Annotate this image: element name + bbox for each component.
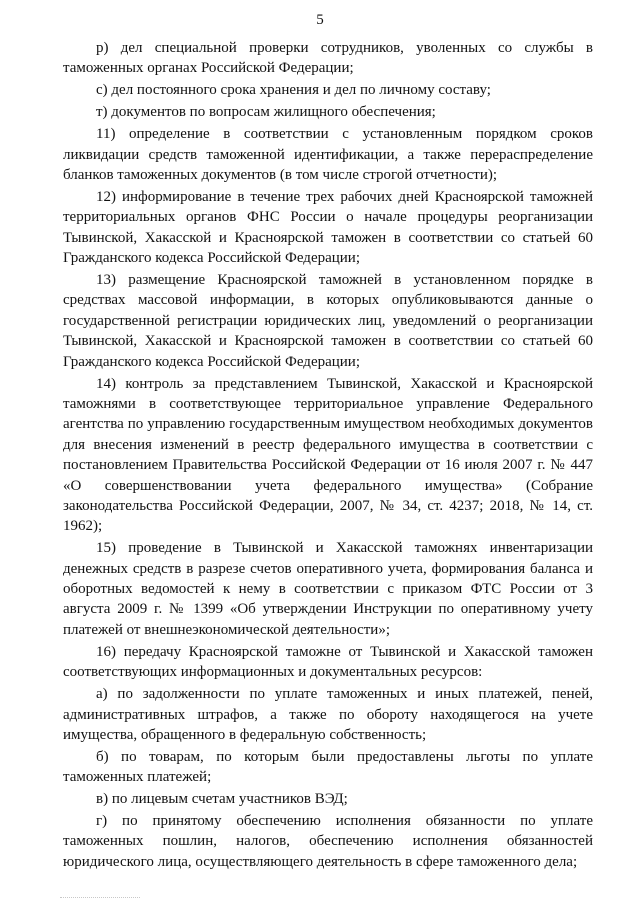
paragraph-16b: б) по товарам, по которым были предоставлены льготы по уплате таможенных платежей; <box>63 748 593 786</box>
paragraph-15: 15) проведение в Тывинской и Хакасской таможнях инвентаризации денежных средств в разрезе счетов оперативного учета, формирования баланса и оборотных ведомостей к нему в соответствии с приказом ФТС России от 3 августа 2009 г. № 1399 «Об утверждении Инструкции по оперативному учету платежей от внешнеэкономической деятельности»; <box>63 540 593 638</box>
paragraph-16g: г) по принятому обеспечению исполнения обязанности по уплате таможенных пошлин, налогов, обеспечению исполнения обязанностей юридического лица, осуществляющего деятельность в сфере таможенного дела; <box>63 813 593 870</box>
paragraph-r: р) дел специальной проверки сотрудников, уволенных со службы в таможенных органах Российской Федерации; <box>63 40 593 77</box>
paragraph-16: 16) передачу Красноярской таможне от Тывинской и Хакасской таможен соответствующих информационных и документальных ресурсов: <box>63 643 593 681</box>
page-number: 5 <box>316 12 324 28</box>
paragraph-16a: а) по задолженности по уплате таможенных и иных платежей, пеней, административных штрафов, а также по обороту находящегося на учете имущества, обращенного в федеральную собственность; <box>63 686 593 743</box>
paragraph-12: 12) информирование в течение трех рабочих дней Красноярской таможней территориальных органов ФНС России о начале процедуры реорганизации Тывинской, Хакасской и Красноярской таможен в соответствии со статьей 60 Гражданского кодекса Российской Федерации; <box>63 188 593 267</box>
paragraph-14: 14) контроль за представлением Тывинской, Хакасской и Красноярской таможнями в соответствующее территориальное управление Федерального агентства по управлению государственным имуществом необходимых документов для внесения изменений в реестр федерального имущества в соответствии с постановлением Правительства Российской Федерации от 16 июля 2007 г. № 447 «О совершенствовании учета федерального имущества» (Собрание законодательства Российской Федерации, 2007, № 34, ст. 4237; 2018, № 14, ст. 1962); <box>63 375 593 535</box>
paragraph-16v: в) по лицевым счетам участников ВЭД; <box>96 791 348 808</box>
paragraph-t: т) документов по вопросам жилищного обеспечения; <box>96 104 436 121</box>
paragraph-11: 11) определение в соответствии с установленным порядком сроков ликвидации средств таможенной идентификации, а также перераспределение бланков таможенных документов (в том числе строгой отчетности); <box>63 126 593 183</box>
paragraph-s: с) дел постоянного срока хранения и дел по личному составу; <box>96 82 491 99</box>
paragraph-13: 13) размещение Красноярской таможней в установленном порядке в средствах массовой информации, в которых опубликовываются данные о государственной регистрации юридических лиц, уведомлений о реорганизации Тывинской, Хакасской и Красноярской таможен в соответствии со статьей 60 Гражданского кодекса Российской Федерации; <box>63 271 593 370</box>
document-body <box>63 38 593 872</box>
scan-edge-artifact <box>60 897 140 901</box>
